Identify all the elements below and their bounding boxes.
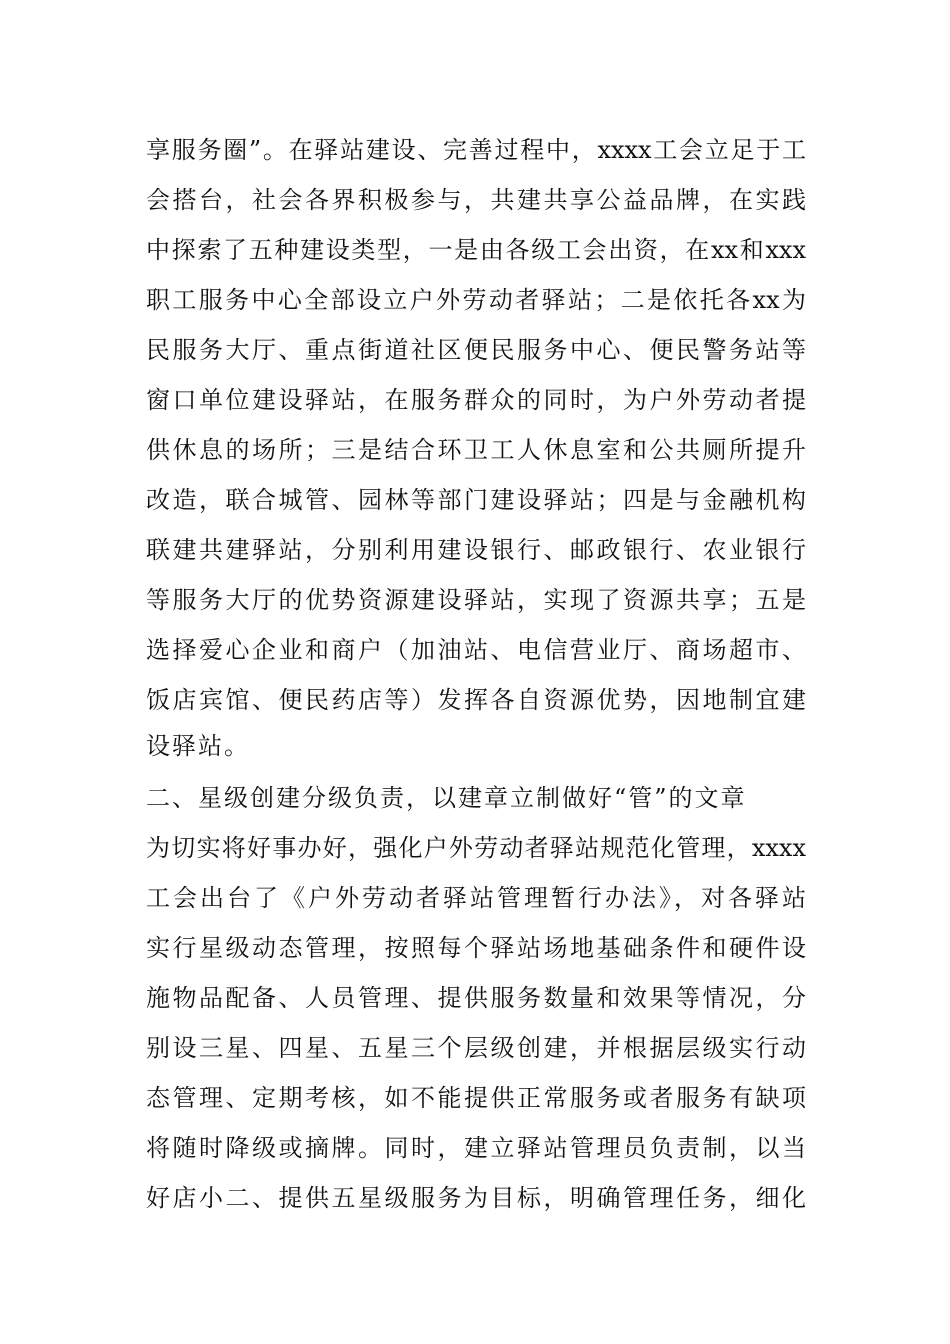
text-line-11: 选择爱心企业和商户（加油站、电信营业厅、商场超市、 <box>146 636 806 664</box>
text-line-3: 中探索了五种建设类型，一是由各级工会出资，在xx和xxx <box>146 236 806 264</box>
text-line-2: 会搭台，社会各界积极参与，共建共享公益品牌，在实践 <box>146 186 806 214</box>
text-line-15: 为切实将好事办好，强化户外劳动者驿站规范化管理，xxxx <box>146 834 806 862</box>
text-line-18: 施物品配备、人员管理、提供服务数量和效果等情况，分 <box>146 984 806 1012</box>
text-line-12: 饭店宾馆、便民药店等）发挥各自资源优势，因地制宜建 <box>146 686 806 714</box>
text-line-16: 工会出台了《户外劳动者驿站管理暂行办法》，对各驿站 <box>146 884 806 912</box>
text-line-6: 窗口单位建设驿站，在服务群众的同时，为户外劳动者提 <box>146 386 806 414</box>
section-heading: 二、星级创建分级负责，以建章立制做好“管”的文章 <box>146 784 747 812</box>
text-line-7: 供休息的场所；三是结合环卫工人休息室和公共厕所提升 <box>146 436 806 464</box>
text-line-10: 等服务大厅的优势资源建设驿站，实现了资源共享；五是 <box>146 586 806 614</box>
text-line-19: 别设三星、四星、五星三个层级创建，并根据层级实行动 <box>146 1034 806 1062</box>
text-line-21: 将随时降级或摘牌。同时，建立驿站管理员负责制，以当 <box>146 1134 806 1162</box>
text-line-17: 实行星级动态管理，按照每个驿站场地基础条件和硬件设 <box>146 934 806 962</box>
text-line-1: 享服务圈”。在驿站建设、完善过程中，xxxx工会立足于工 <box>146 136 806 164</box>
text-line-8: 改造，联合城管、园林等部门建设驿站；四是与金融机构 <box>146 486 806 514</box>
text-line-13: 设驿站。 <box>146 732 250 760</box>
text-line-22: 好店小二、提供五星级服务为目标，明确管理任务，细化 <box>146 1184 806 1212</box>
text-line-4: 职工服务中心全部设立户外劳动者驿站；二是依托各xx为 <box>146 286 806 314</box>
text-line-9: 联建共建驿站，分别利用建设银行、邮政银行、农业银行 <box>146 536 806 564</box>
text-line-20: 态管理、定期考核，如不能提供正常服务或者服务有缺项 <box>146 1084 806 1112</box>
text-line-5: 民服务大厅、重点街道社区便民服务中心、便民警务站等 <box>146 336 806 364</box>
